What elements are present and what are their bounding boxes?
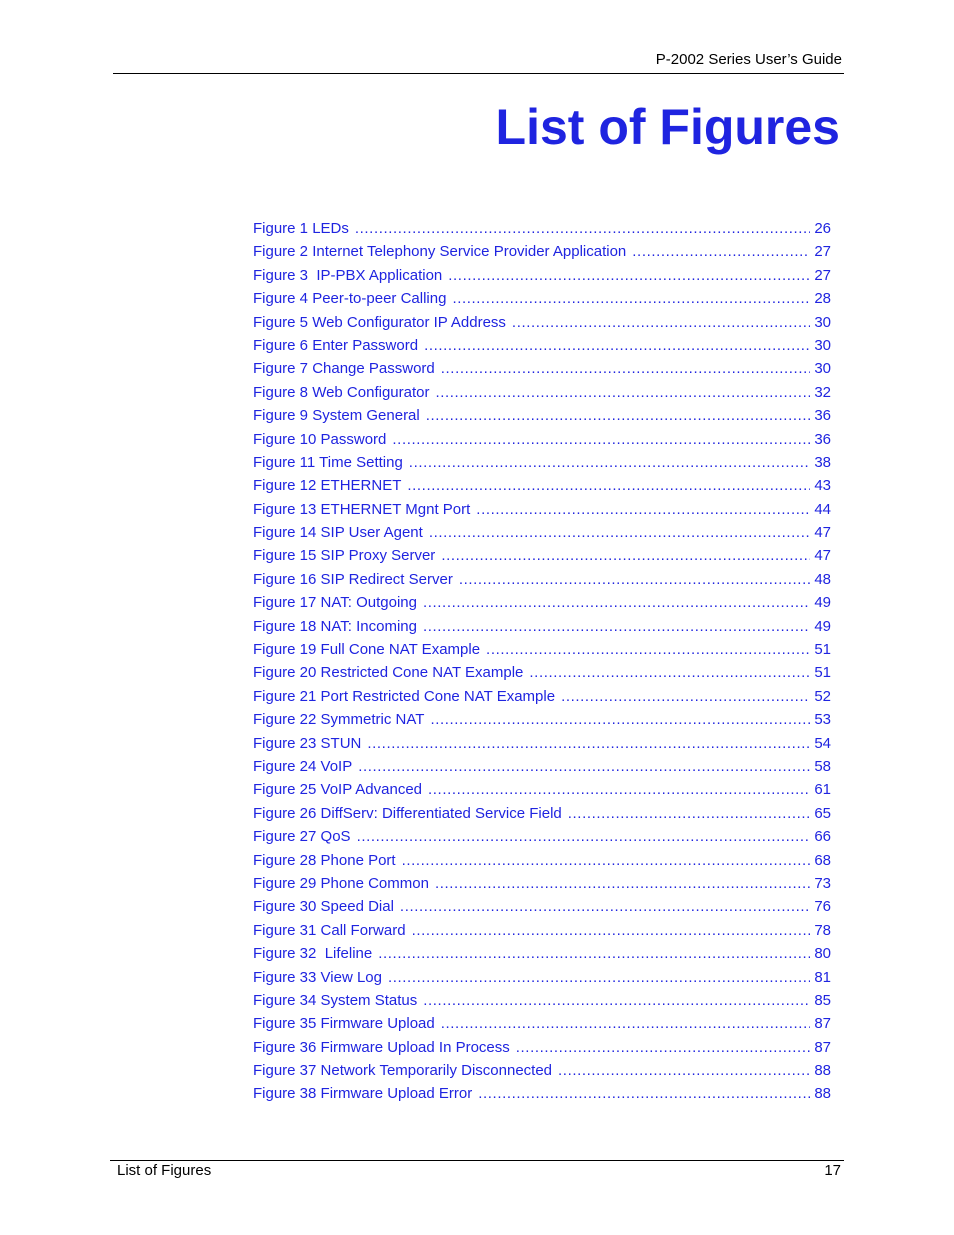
toc-entry-label: Figure 7 Change Password — [253, 360, 435, 378]
toc-entry-page: 58 — [814, 757, 831, 775]
toc-entry-link[interactable] — [253, 825, 831, 848]
toc-entry-label: Figure 38 Firmware Upload Error — [253, 1085, 473, 1103]
toc-entry-page: 47 — [814, 524, 831, 542]
toc-dot-leader — [478, 1082, 810, 1105]
toc-dot-leader — [392, 428, 810, 451]
toc-entry-label: Figure 20 Restricted Cone NAT Example — [253, 664, 524, 682]
toc-dot-leader — [423, 591, 810, 614]
toc-item — [253, 942, 831, 965]
toc-item — [253, 615, 831, 638]
toc-item — [253, 568, 831, 591]
toc-entry-label: Figure 1 LEDs — [253, 220, 349, 237]
toc-item — [253, 966, 831, 989]
toc-entry-page: 48 — [814, 570, 831, 588]
toc-entry-label: Figure 18 NAT: Incoming — [253, 617, 417, 635]
toc-item — [253, 872, 831, 895]
toc-dot-leader — [426, 404, 811, 427]
toc-entry-link[interactable] — [253, 357, 831, 380]
toc-dot-leader — [441, 544, 810, 567]
toc-dot-leader — [378, 942, 810, 965]
toc-dot-leader — [486, 638, 810, 661]
toc-dot-leader — [409, 451, 811, 474]
toc-entry-link[interactable] — [253, 474, 831, 497]
toc-entry-label: Figure 28 Phone Port — [253, 851, 396, 869]
toc-entry-link[interactable] — [253, 685, 831, 708]
toc-item — [253, 591, 831, 614]
toc-dot-leader — [459, 568, 811, 591]
toc-entry-link[interactable] — [253, 802, 831, 825]
toc-item — [253, 755, 831, 778]
toc-entry-page: 27 — [814, 243, 831, 261]
toc-entry-page: 66 — [814, 828, 831, 846]
toc-entry-label: Figure 34 System Status — [253, 991, 418, 1009]
toc-entry-page: 68 — [814, 851, 831, 869]
toc-entry-label: Figure 16 SIP Redirect Server — [253, 570, 453, 588]
toc-entry-link[interactable] — [253, 311, 831, 334]
toc-entry-link[interactable] — [253, 872, 831, 895]
toc-dot-leader — [402, 849, 811, 872]
toc-dot-leader — [423, 989, 810, 1012]
guide-title: P-2002 Series User’s Guide — [655, 51, 842, 68]
toc-entry-label: Figure 36 Firmware Upload In Process — [253, 1038, 510, 1056]
toc-item — [253, 1059, 831, 1082]
toc-entry-label: Figure 6 Enter Password — [253, 336, 419, 354]
toc-entry-label: Figure 25 VoIP Advanced — [253, 781, 423, 799]
toc-entry-link[interactable] — [253, 217, 831, 240]
footer-divider — [110, 1160, 844, 1161]
toc-entry-link[interactable] — [253, 428, 831, 451]
toc-item — [253, 404, 831, 427]
toc-entry-label: Figure 21 Port Restricted Cone NAT Example — [253, 687, 556, 705]
toc-item — [253, 1082, 831, 1105]
toc-entry-link[interactable] — [253, 404, 831, 427]
toc-entry-label: Figure 2 Internet Telephony Service Provider Application — [253, 243, 627, 261]
toc-entry-link[interactable] — [253, 849, 831, 872]
toc-item — [253, 849, 831, 872]
toc-dot-leader — [358, 755, 810, 778]
toc-entry-link[interactable] — [253, 615, 831, 638]
toc-entry-label: Figure 35 Firmware Upload — [253, 1015, 435, 1033]
toc-entry-page: 87 — [814, 1015, 831, 1033]
footer-section: List of Figures — [117, 1162, 212, 1179]
toc-dot-leader — [529, 661, 810, 684]
toc-dot-leader — [452, 287, 810, 310]
footer-page-number: 17 — [824, 1162, 841, 1179]
toc-entry-link[interactable] — [253, 544, 831, 567]
toc-item — [253, 428, 831, 451]
toc-item — [253, 708, 831, 731]
toc-entry-page: 36 — [814, 407, 831, 425]
toc-entry-label: Figure 19 Full Cone NAT Example — [253, 641, 481, 659]
toc-entry-page: 49 — [814, 594, 831, 612]
toc-item — [253, 919, 831, 942]
toc-entry-page: 28 — [814, 290, 831, 308]
toc-dot-leader — [424, 334, 810, 357]
toc-dot-leader — [367, 732, 810, 755]
toc-entry-page: 27 — [814, 266, 831, 284]
figure-list — [253, 217, 831, 1106]
toc-item — [253, 802, 831, 825]
toc-entry-page: 32 — [814, 383, 831, 401]
toc-item — [253, 544, 831, 567]
toc-entry-page: 88 — [814, 1062, 831, 1080]
toc-item — [253, 989, 831, 1012]
toc-dot-leader — [568, 802, 811, 825]
toc-dot-leader — [388, 966, 810, 989]
toc-entry-label: Figure 10 Password — [253, 430, 387, 448]
toc-entry-page: 61 — [814, 781, 831, 799]
toc-entry-page: 30 — [814, 313, 831, 331]
toc-entry-page: 49 — [814, 617, 831, 635]
toc-entry-label: Figure 17 NAT: Outgoing — [253, 594, 417, 612]
toc-item — [253, 521, 831, 544]
toc-entry-page: 54 — [814, 734, 831, 752]
toc-entry-page: 78 — [814, 921, 831, 939]
toc-dot-leader — [429, 521, 810, 544]
toc-entry-page: 88 — [814, 1085, 831, 1103]
toc-item — [253, 778, 831, 801]
toc-dot-leader — [423, 615, 810, 638]
toc-entry-page: 85 — [814, 991, 831, 1009]
toc-entry-page: 65 — [814, 804, 831, 822]
toc-entry-label: Figure 33 View Log — [253, 968, 382, 986]
toc-dot-leader — [355, 217, 810, 240]
toc-entry-label: Figure 3 IP-PBX Application — [253, 266, 443, 284]
toc-entry-link[interactable] — [253, 638, 831, 661]
toc-entry-page: 30 — [814, 336, 831, 354]
toc-entry-link[interactable] — [253, 919, 831, 942]
toc-item — [253, 287, 831, 310]
toc-dot-leader — [476, 498, 810, 521]
toc-dot-leader — [441, 1012, 811, 1035]
toc-entry-label: Figure 11 Time Setting — [253, 453, 403, 471]
toc-entry-link[interactable] — [253, 989, 831, 1012]
toc-item — [253, 638, 831, 661]
toc-item — [253, 1012, 831, 1035]
toc-item — [253, 498, 831, 521]
toc-entry-page: 76 — [814, 898, 831, 916]
toc-entry-link[interactable] — [253, 942, 831, 965]
toc-entry-page: 30 — [814, 360, 831, 378]
toc-dot-leader — [448, 264, 810, 287]
toc-entry-label: Figure 29 Phone Common — [253, 874, 429, 892]
toc-item — [253, 357, 831, 380]
toc-entry-link[interactable] — [253, 334, 831, 357]
toc-entry-link[interactable] — [253, 732, 831, 755]
toc-entry-label: Figure 30 Speed Dial — [253, 898, 394, 916]
toc-dot-leader — [441, 357, 811, 380]
toc-entry-link[interactable] — [253, 451, 831, 474]
toc-entry-link[interactable] — [253, 661, 831, 684]
toc-entry-page: 26 — [814, 220, 831, 237]
toc-entry-label: Figure 31 Call Forward — [253, 921, 406, 939]
toc-entry-link[interactable] — [253, 591, 831, 614]
toc-entry-link[interactable] — [253, 287, 831, 310]
toc-dot-leader — [407, 474, 810, 497]
toc-entry-label: Figure 14 SIP User Agent — [253, 524, 423, 542]
toc-entry-label: Figure 23 STUN — [253, 734, 362, 752]
toc-entry-label: Figure 5 Web Configurator IP Address — [253, 313, 506, 331]
toc-entry-label: Figure 15 SIP Proxy Server — [253, 547, 436, 565]
toc-entry-link[interactable] — [253, 778, 831, 801]
toc-entry-link[interactable] — [253, 1059, 831, 1082]
toc-item — [253, 381, 831, 404]
toc-entry-label: Figure 8 Web Configurator — [253, 383, 430, 401]
toc-entry-page: 81 — [814, 968, 831, 986]
toc-dot-leader — [428, 778, 810, 801]
toc-entry-page: 87 — [814, 1038, 831, 1056]
header-divider — [113, 73, 844, 74]
toc-entry-link[interactable] — [253, 498, 831, 521]
toc-dot-leader — [561, 685, 810, 708]
toc-item — [253, 825, 831, 848]
toc-dot-leader — [558, 1059, 810, 1082]
toc-entry-link[interactable] — [253, 521, 831, 544]
toc-entry-label: Figure 24 VoIP — [253, 757, 353, 775]
toc-dot-leader — [435, 872, 810, 895]
page-title: List of Figures — [495, 99, 840, 155]
toc-item — [253, 895, 831, 918]
toc-item — [253, 685, 831, 708]
toc-entry-page: 43 — [814, 477, 831, 495]
toc-item — [253, 474, 831, 497]
toc-item — [253, 1036, 831, 1059]
toc-entry-link[interactable] — [253, 381, 831, 404]
toc-entry-link[interactable] — [253, 895, 831, 918]
toc-item — [253, 217, 831, 240]
toc-item — [253, 311, 831, 334]
toc-entry-page: 73 — [814, 874, 831, 892]
toc-dot-leader — [412, 919, 811, 942]
toc-item — [253, 240, 831, 263]
toc-entry-link[interactable] — [253, 966, 831, 989]
toc-entry-page: 51 — [814, 641, 831, 659]
toc-entry-link[interactable] — [253, 264, 831, 287]
toc-dot-leader — [430, 708, 810, 731]
toc-entry-page: 47 — [814, 547, 831, 565]
toc-entry-label: Figure 22 Symmetric NAT — [253, 711, 425, 729]
toc-entry-label: Figure 26 DiffServ: Differentiated Service Field — [253, 804, 562, 822]
toc-entry-label: Figure 32 Lifeline — [253, 945, 373, 963]
toc-entry-link[interactable] — [253, 240, 831, 263]
toc-entry-page: 44 — [814, 500, 831, 518]
toc-entry-link[interactable] — [253, 708, 831, 731]
toc-item — [253, 334, 831, 357]
toc-dot-leader — [357, 825, 811, 848]
toc-dot-leader — [512, 311, 810, 334]
toc-entry-page: 51 — [814, 664, 831, 682]
toc-entry-page: 80 — [814, 945, 831, 963]
toc-entry-page: 36 — [814, 430, 831, 448]
toc-entry-label: Figure 9 System General — [253, 407, 420, 425]
toc-entry-label: Figure 37 Network Temporarily Disconnected — [253, 1062, 553, 1080]
toc-dot-leader — [435, 381, 810, 404]
toc-dot-leader — [632, 240, 810, 263]
toc-item — [253, 732, 831, 755]
toc-entry-label: Figure 4 Peer-to-peer Calling — [253, 290, 447, 308]
toc-entry-link[interactable] — [253, 1036, 831, 1059]
toc-entry-link[interactable] — [253, 1012, 831, 1035]
toc-entry-link[interactable] — [253, 755, 831, 778]
toc-item — [253, 661, 831, 684]
toc-entry-page: 53 — [814, 711, 831, 729]
toc-entry-link[interactable] — [253, 568, 831, 591]
toc-item — [253, 451, 831, 474]
toc-entry-page: 52 — [814, 687, 831, 705]
toc-entry-label: Figure 27 QoS — [253, 828, 351, 846]
toc-entry-label: Figure 12 ETHERNET — [253, 477, 402, 495]
toc-dot-leader — [516, 1036, 811, 1059]
toc-entry-page: 38 — [814, 453, 831, 471]
toc-entry-label: Figure 13 ETHERNET Mgnt Port — [253, 500, 471, 518]
toc-dot-leader — [400, 895, 810, 918]
toc-item — [253, 264, 831, 287]
toc-entry-link[interactable] — [253, 1082, 831, 1105]
